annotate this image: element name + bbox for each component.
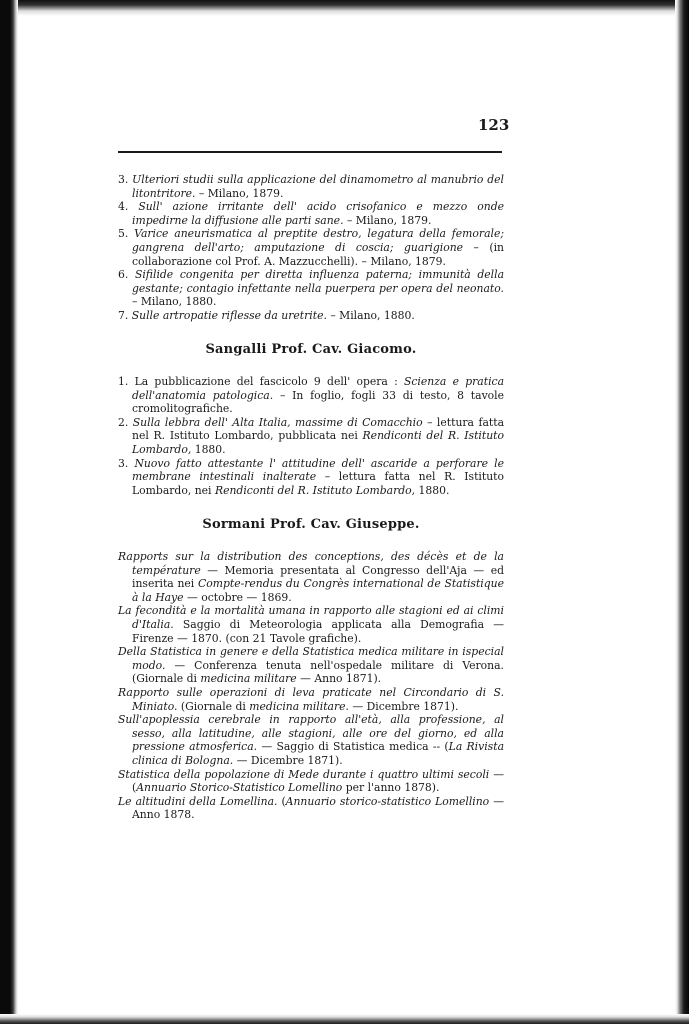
list-item: 3. Ulteriori studii sulla applicazione del dinamometro al manubrio del litontritore. – Milano, 1879. [118, 173, 504, 200]
list-item: 1. La pubblicazione del fascicolo 9 dell' opera : Scienza e pratica dell'anatomia patologica. – In foglio, fogli 33 di testo, 8 tavole cromolitografiche. [118, 375, 505, 416]
list-item: Sull'apoplessia cerebrale in rapporto all'età, alla professione, al sesso, alla latitudine, alle stagioni, alle ore del giorno, ed alla pressione atmosferica. — Saggio di Statistica medica -- (La Rivista clinica di Bologna. — Dicembre 1871). [118, 713, 505, 767]
list-item: 7. Sulle artropatie riflesse da uretrite. – Milano, 1880. [118, 308, 415, 322]
section-heading-sormani: Sormani Prof. Cav. Giuseppe. [202, 517, 420, 532]
scan-left-edge [0, 0, 18, 1024]
header-rule [118, 151, 502, 153]
list-item: 6. Sifilide congenita per diretta influenza paterna; immunità della gestante; contagio infettante nella puerpera per opera del neonato. – Milano, 1880. [118, 268, 505, 309]
publication-list-continued [118, 173, 504, 323]
list-item: 3. Nuovo fatto attestante l' attitudine dell' ascaride a perforare le membrane intestinali inalterate – lettura fatta nel R. Istituto Lombardo, nei Rendiconti del R. Istituto Lombardo, 1880. [118, 456, 505, 497]
list-item: Della Statistica in genere e della Statistica medica militare in ispecial modo. — Conferenza tenuta nell'ospedale militare di Verona. (Giornale di medicina militare — Anno 1871). [118, 645, 504, 686]
scan-top-edge [0, 0, 689, 16]
section-heading-sangalli: Sangalli Prof. Cav. Giacomo. [205, 342, 417, 357]
list-item: 4. Sull' azione irritante dell' acido crisofanico e mezzo onde impedirne la diffusione alle parti sane. – Milano, 1879. [118, 200, 504, 227]
list-item: 5. Varice aneurismatica al preptite destro, legatura della femorale; gangrena dell'arto; amputazione di coscia; guarigione – (in collaborazione col Prof. A. Mazzucchelli). – Milano, 1879. [118, 227, 504, 268]
list-item: 2. Sulla lebbra dell' Alta Italia, massime di Comacchio – lettura fatta nel R. Istituto Lombardo, pubblicata nei Rendiconti del R. Istituto Lombardo, 1880. [118, 415, 505, 456]
scan-bottom-edge [0, 1014, 689, 1024]
list-item: Statistica della popolazione di Mede durante i quattro ultimi secoli — (Annuario Storico-Statistico Lomellino per l'anno 1878). [118, 767, 504, 795]
sangalli-publication-list [118, 375, 504, 497]
list-item: Rapports sur la distribution des conceptions, des décès et de la température — Memoria presentata al Congresso dell'Aja — ed inserita nei Compte-rendus du Congrès international de Statistique à la Haye — octobre — 1869. [118, 550, 505, 604]
sormani-publication-list [118, 550, 504, 822]
list-item: La fecondità e la mortalità umana in rapporto alle stagioni ed ai climi d'Italia. Saggio di Meteorologia applicata alla Demografia — Firenze — 1870. (con 21 Tavole grafiche). [118, 604, 504, 645]
page-number: 123 [478, 116, 510, 134]
list-item: Rapporto sulle operazioni di leva praticate nel Circondario di S. Miniato. (Giornale di medicina militare. — Dicembre 1871). [118, 685, 504, 713]
list-item: Le altitudini della Lomellina. (Annuario storico-statistico Lomellino — Anno 1878. [118, 794, 504, 822]
scan-right-edge [675, 0, 689, 1024]
